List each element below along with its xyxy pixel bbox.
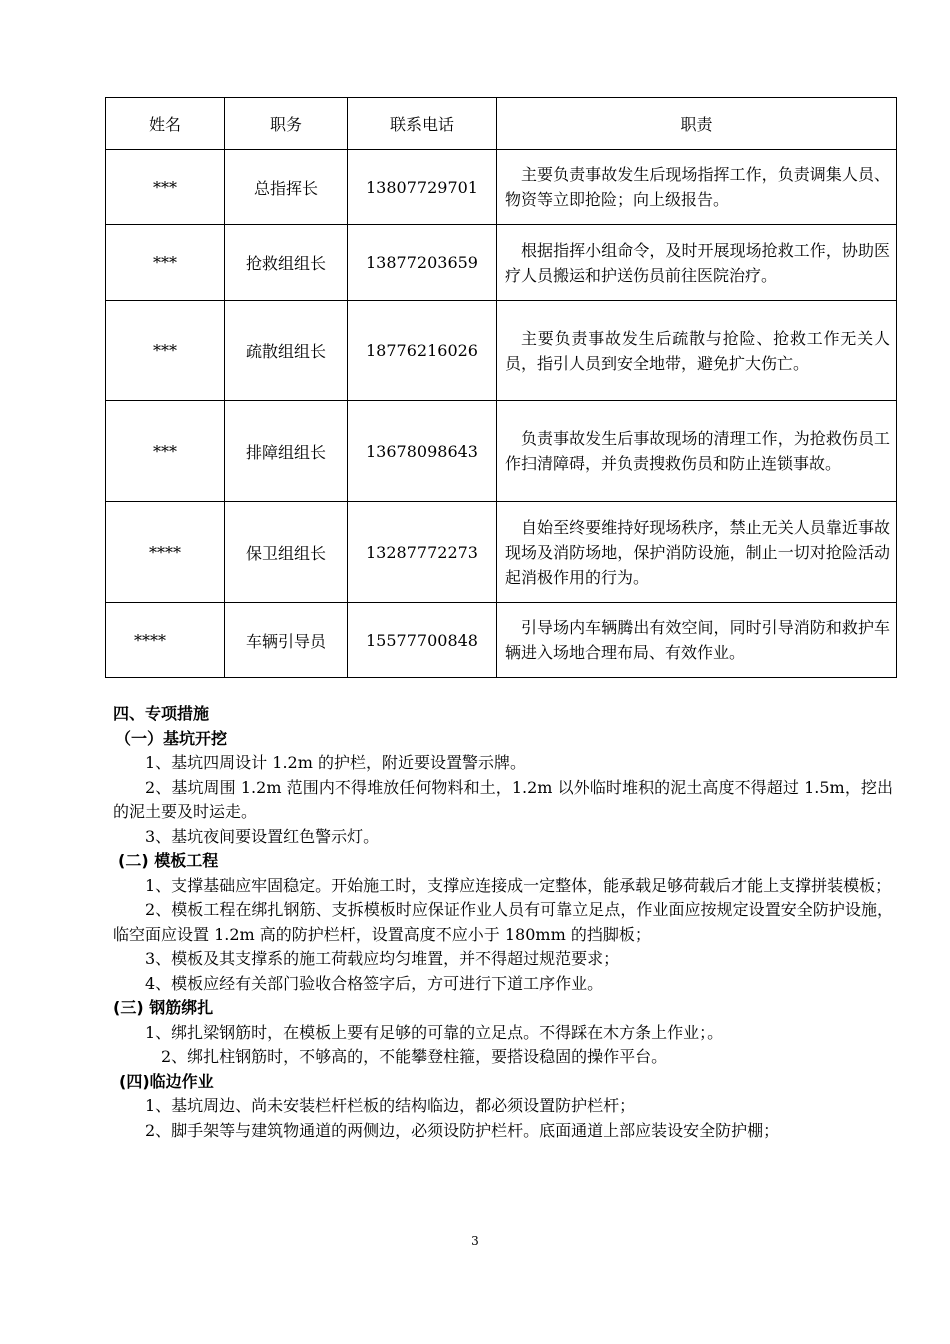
cell-duty: [497, 502, 897, 603]
emergency-staff-table: [105, 97, 897, 678]
subsection-heading: （一）基坑开挖: [115, 728, 228, 748]
section-title: 四、专项措施: [113, 704, 210, 723]
cell-duty: [497, 603, 897, 678]
subsection-heading: (三) 钢筋绑扎: [113, 998, 214, 1017]
subsection-heading: (二) 模板工程: [118, 851, 219, 870]
duty-text: 引导场内车辆腾出有效空间，同时引导消防和救护车辆进入场地合理布局、有效作业。: [505, 618, 890, 662]
page-number: 3: [471, 1234, 479, 1248]
table-row: [106, 502, 897, 603]
cell-phone: 13678098643: [348, 401, 497, 502]
duty-text: 自始至终要维持好现场秩序，禁止无关人员靠近事故现场及消防场地，保护消防设施，制止一切对抢险活动起消极作用的行为。: [505, 517, 890, 587]
duty-text: 主要负责事故发生后现场指挥工作，负责调集人员、物资等立即抢险；向上级报告。: [505, 165, 890, 209]
header-phone: 联系电话: [348, 98, 497, 150]
cell-role: 排障组组长: [225, 401, 348, 502]
cell-phone: 13287772273: [348, 502, 497, 603]
measure-item: 3、基坑夜间要设置红色警示灯。: [145, 826, 380, 846]
cell-duty: [497, 150, 897, 225]
cell-name: ***: [106, 401, 225, 502]
cell-name: ***: [106, 225, 225, 301]
header-duty: 职责: [497, 98, 897, 150]
cell-duty: [497, 301, 897, 401]
cell-duty: [497, 401, 897, 502]
measure-item: 1、基坑四周设计 1.2m 的护栏，附近要设置警示牌。: [145, 753, 526, 772]
cell-phone: 15577700848: [348, 603, 497, 678]
table-row: [106, 301, 897, 401]
cell-name: ***: [106, 150, 225, 225]
cell-name: ****: [106, 502, 225, 603]
measure-item: 3、模板及其支撑系的施工荷载应均匀堆置，并不得超过规范要求；: [145, 949, 620, 968]
measures-section: [113, 702, 893, 1143]
cell-role: 抢救组组长: [225, 225, 348, 301]
cell-phone: 13807729701: [348, 150, 497, 225]
table-row: [106, 603, 897, 678]
header-name: 姓名: [106, 98, 225, 150]
cell-name: ***: [106, 301, 225, 401]
table-row: [106, 401, 897, 502]
measure-item: 2、脚手架等与建筑物通道的两侧边，必须设防护栏杆。底面通道上部应装设安全防护棚；: [145, 1120, 780, 1140]
cell-phone: 13877203659: [348, 225, 497, 301]
cell-role: 保卫组组长: [225, 502, 348, 603]
duty-text: 根据指挥小组命令，及时开展现场抢救工作，协助医疗人员搬运和护送伤员前往医院治疗。: [505, 240, 890, 285]
cell-name: ****: [106, 603, 225, 678]
measure-item: 2、模板工程在绑扎钢筋、支拆模板时应保证作业人员有可靠立足点，作业面应按规定设置安全防护设施，临空面应设置 1.2m 高的防护栏杆，设置高度不应小于 180mm 的挡脚板；: [113, 900, 893, 944]
table-header-row: [106, 98, 897, 150]
cell-phone: 18776216026: [348, 301, 497, 401]
table-row: [106, 150, 897, 225]
header-role: 职务: [225, 98, 348, 150]
cell-role: 疏散组组长: [225, 301, 348, 401]
cell-duty: [497, 225, 897, 301]
measure-item: 2、绑扎柱钢筋时，不够高的，不能攀登柱箍，要搭设稳固的操作平台。: [161, 1047, 668, 1066]
cell-role: 总指挥长: [225, 150, 348, 225]
subsection-heading: (四)临边作业: [119, 1071, 214, 1091]
duty-text: 主要负责事故发生后疏散与抢险、抢救工作无关人员，指引人员到安全地带，避免扩大伤亡。: [505, 328, 890, 373]
measure-item: 4、模板应经有关部门验收合格签字后，方可进行下道工序作业。: [145, 973, 604, 993]
measure-item: 1、支撑基础应牢固稳定。开始施工时，支撑应连接成一定整体，能承载足够荷载后才能上支撑拼装模板；: [145, 875, 892, 895]
measure-item: 1、基坑周边、尚未安装栏杆栏板的结构临边，都必须设置防护栏杆；: [145, 1096, 636, 1115]
duty-text: 负责事故发生后事故现场的清理工作，为抢救伤员工作扫清障碍，并负责搜救伤员和防止连锁事故。: [505, 429, 890, 473]
table-row: [106, 225, 897, 301]
measure-item: 1、绑扎梁钢筋时，在模板上要有足够的可靠的立足点。不得踩在木方条上作业；。: [145, 1022, 724, 1042]
cell-role: 车辆引导员: [225, 603, 348, 678]
measure-item: 2、基坑周围 1.2m 范围内不得堆放任何物料和土，1.2m 以外临时堆积的泥土高度不得超过 1.5m，挖出的泥土要及时运走。: [113, 777, 893, 821]
